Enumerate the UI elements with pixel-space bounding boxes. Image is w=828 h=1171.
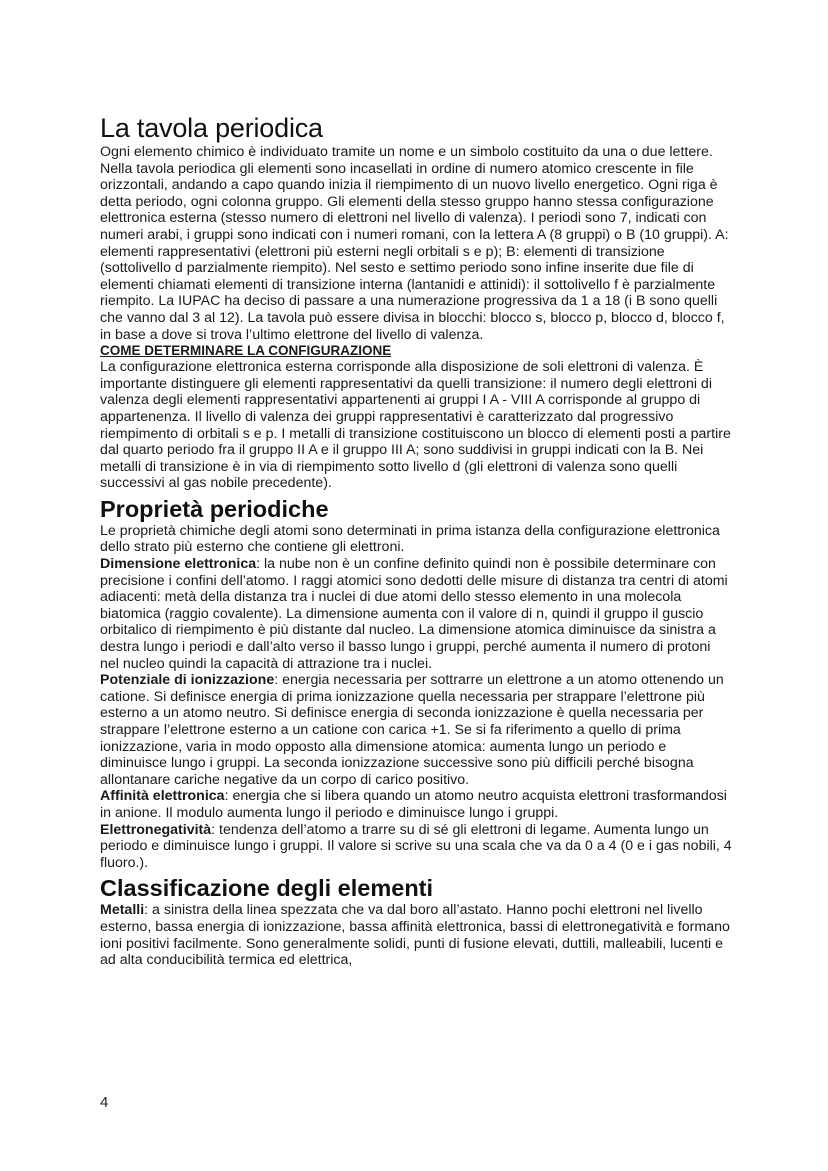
ionizzazione-text: : energia necessaria per sottrarre un elettrone a un atomo ottenendo un catione. Si definisce energia di prima ionizzazione quella necessaria per strappare l’elettrone più esterno a un atomo neutro. Si definisce energia di seconda ionizzazione è quella necessaria per strappare l’elettrone esterno a un catione con carica +1. Se si fa riferimento a quello di prima ionizzazione, varia in modo opposto alla dimensione atomica: aumenta lungo un periodo e diminuisce lungo i gruppi. La seconda ionizzazione successive sono più difficili perché bisogna allontanare cariche negative da un corpo di carico positivo. <box>100 672 724 788</box>
page-content <box>100 112 732 969</box>
proprieta-intro-paragraph: Le proprietà chimiche degli atomi sono determinati in prima istanza della configurazione elettronica dello strato più esterno che contiene gli elettroni. <box>100 522 720 556</box>
configurazione-paragraph: La configurazione elettronica esterna corrisponde alla disposizione de soli elettroni di valenza. È importante distinguere gli elementi rappresentativi da quelli transizione: il numero degli elettroni di valenza degli elementi rappresentativi appartenenti ai gruppi I A - VIII A corrisponde al gruppo di appartenenza. Il livello di valenza dei gruppi rappresentativi è caratterizzato dal progressivo riempimento di orbitali s e p. I metalli di transizione costituiscono un blocco di elementi posti a partire dal quarto periodo fra il gruppo II A e il gruppo III A; sono suddivisi in gruppi indicati con la B. Nei metalli di transizione è in via di riempimento sotto livello d (gli elettroni di valenza sono quelli successivi al gas nobile precedente). <box>100 359 731 492</box>
tavola-periodica-paragraph: Ogni elemento chimico è individuato tramite un nome e un simbolo costituito da una o due lettere. Nella tavola periodica gli elementi sono incasellati in ordine di numero atomico crescente in file orizzontali, andando a capo quando inizia il riempimento di un nuovo livello energetico. Ogni riga è detta periodo, ogni colonna gruppo. Gli elementi della stesso gruppo hanno stessa configurazione elettronica esterna (stesso numero di elettroni nel livello di valenza). I periodi sono 7, indicati con numeri arabi, i gruppi sono indicati con i numeri romani, con la lettera A (8 gruppi) o B (10 gruppi). A: elementi rappresentativi (elettroni più esterni negli orbitali s e p); B: elementi di transizione (sottolivello d parzialmente riempito). Nel sesto e settimo periodo sono infine inserite due file di elementi chiamati elementi di transizione interna (lantanidi e attinidi): il sottolivello f è parzialmente riempito. La IUPAC ha deciso di passare a una numerazione progressiva da 1 a 18 (i B sono quelli che vanno dal 3 al 12). La tavola può essere divisa in blocchi: blocco s, blocco p, blocco d, blocco f, in base a dove si trova l’ultimo elettrone del livello di valenza. <box>100 144 729 343</box>
ionizzazione-paragraph <box>100 672 732 788</box>
ionizzazione-term: Potenziale di ionizzazione <box>100 672 275 689</box>
dimensione-paragraph <box>100 556 732 672</box>
configurazione-subheading: COME DETERMINARE LA CONFIGURAZIONE <box>100 343 392 359</box>
metalli-term: Metalli <box>100 902 145 919</box>
elettronegativita-text: : tendenza dell’atomo a trarre su di sé gli elettroni di legame. Aumenta lungo un periodo e diminuisce lungo i gruppi. Il valore si scrive su una scala che va da 0 a 4 (0 e i gas nobili, 4 fluoro.). <box>100 821 732 871</box>
metalli-text: : a sinistra della linea spezzata che va dal boro all’astato. Hanno pochi elettroni nel livello esterno, bassa energia di ionizzazione, bassa affinità elettronica, bassi di elettronegatività e formano ioni positivi facilmente. Sono generalmente solidi, punti di fusione elevati, duttili, malleabili, lucenti e ad alta conducibilità termica ed elettrica, <box>100 902 730 969</box>
section-title-classificazione: Classificazione degli elementi <box>100 875 434 902</box>
section-title-proprieta-periodiche: Proprietà periodiche <box>100 495 329 522</box>
elettronegativita-term: Elettronegatività <box>100 821 212 838</box>
elettronegativita-paragraph <box>100 822 732 872</box>
affinita-paragraph <box>100 788 732 821</box>
section-title-tavola-periodica: La tavola periodica <box>100 113 323 143</box>
page-number: 4 <box>100 1094 109 1111</box>
affinita-text: : energia che si libera quando un atomo neutro acquista elettroni trasformandosi in anione. Il modulo aumenta lungo il periodo e diminuisce lungo i gruppi. <box>100 788 727 821</box>
metalli-paragraph <box>100 902 732 968</box>
affinita-term: Affinità elettronica <box>100 788 225 805</box>
dimensione-term: Dimensione elettronica <box>100 556 257 573</box>
dimensione-text: : la nube non è un confine definito quindi non è possibile determinare con precisione i confini dell’atomo. I raggi atomici sono dedotti delle misure di distanza tra centri di atomi adiacenti: metà della distanza tra i nuclei di due atomi dello stesso elemento in una molecola biatomica (raggio covalente). La dimensione aumenta con il valore di n, quindi il gruppo il guscio orbitalico di riempimento è più distante dal nucleo. La dimensione atomica diminuisce da sinistra a destra lungo i periodi e dall’alto verso il basso lungo i gruppi, perché aumenta il numero di protoni nel nucleo quindi la capacità di attrazione tra i nuclei. <box>100 556 728 672</box>
